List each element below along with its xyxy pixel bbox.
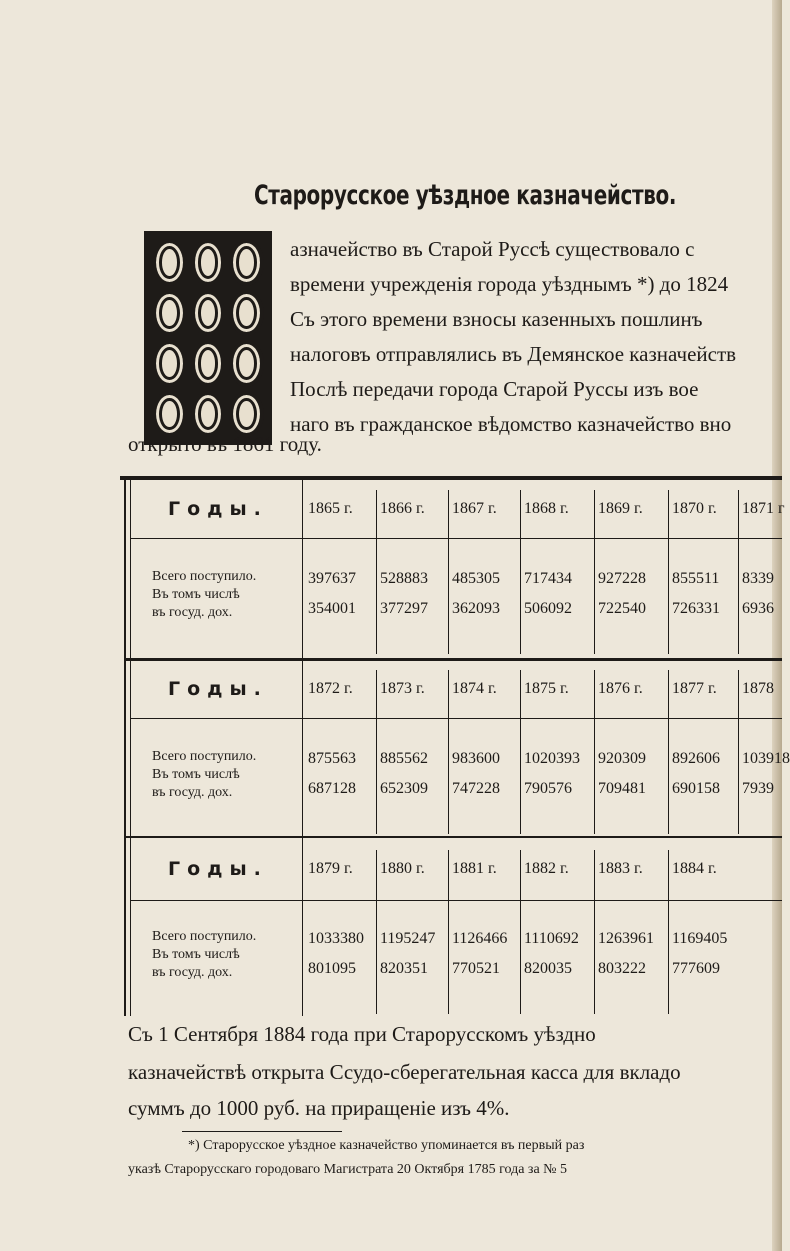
row-label: Въ томъ числѣ [152,587,240,602]
intro-line: налоговъ отправлялись въ Демянское казначейств [290,342,737,366]
closing-line: Съ 1 Сентября 1884 года при Старорусскомъ уѣздно [128,1022,596,1046]
column-rule [594,670,595,834]
ornament [152,340,187,387]
row-label: Всего поступило. [152,929,257,944]
state-income-cell: 377297 [380,600,428,617]
year-cell: 1871 г [742,500,785,517]
state-income-cell: 777609 [672,960,720,977]
year-cell: 1872 г. [308,680,353,697]
year-cell: 1873 г. [380,680,425,697]
footnote-line: указѣ Старорусскаго городоваго Магистрата 20 Октября 1785 года за № 5 [128,1162,568,1177]
row-label-group [152,928,256,982]
state-income-cell: 820351 [380,960,428,977]
ornament [152,290,187,337]
column-rule [520,670,521,834]
intro-line: времени учрежденія города уѣзднымъ *) до 1824 [290,272,729,296]
column-rule [738,670,739,834]
footnote-line: *) Старорусское уѣздное казначейство упоминается въ первый раз [188,1138,585,1153]
state-income-cell: 652309 [380,780,428,797]
column-rule [520,850,521,1014]
years-header-label: Годы. [168,678,268,700]
column-rule [520,490,521,654]
total-cell: 983600 [452,750,500,767]
ornament [229,340,264,387]
ornament [152,391,187,438]
year-cell: 1874 г. [452,680,497,697]
column-rule [376,850,377,1014]
ornament [152,239,187,286]
row-label: въ госуд. дох. [152,965,233,980]
ornament [191,340,226,387]
total-cell: 920309 [598,750,646,767]
intro-last-line: открыто въ 1861 году. [128,432,322,456]
total-cell: 485305 [452,570,500,587]
total-cell: 1110692 [524,930,579,947]
year-cell: 1884 г. [672,860,717,877]
state-income-cell: 790576 [524,780,572,797]
ornament [191,391,226,438]
total-cell: 397637 [308,570,356,587]
row-label: Въ томъ числѣ [152,947,240,962]
ornament [191,239,226,286]
intro-line: Послѣ передачи города Старой Руссы изъ вое [290,377,699,401]
year-cell: 1878 [742,680,774,697]
block-divider [124,836,782,838]
state-income-cell: 820035 [524,960,572,977]
column-rule [376,490,377,654]
column-rule [448,670,449,834]
state-income-cell: 801095 [308,960,356,977]
total-cell: 103918 [742,750,790,767]
column-rule [668,850,669,1014]
year-cell: 1880 г. [380,860,425,877]
column-rule [668,670,669,834]
total-cell: 1020393 [524,750,580,767]
ornament [229,239,264,286]
year-cell: 1865 г. [308,500,353,517]
total-cell: 717434 [524,570,572,587]
column-rule [594,850,595,1014]
year-cell: 1867 г. [452,500,497,517]
table-left-rule [124,476,126,1016]
column-rule [448,490,449,654]
closing-line: суммъ до 1000 руб. на приращеніе изъ 4%. [128,1096,510,1120]
total-cell: 1126466 [452,930,508,947]
row-label: Всего поступило. [152,749,257,764]
state-income-cell: 747228 [452,780,500,797]
year-cell: 1868 г. [524,500,569,517]
total-cell: 1033380 [308,930,364,947]
intro-paragraph [290,232,774,442]
year-cell: 1879 г. [308,860,353,877]
intro-line: Съ этого времени взносы казенныхъ пошлинъ [290,307,703,331]
state-income-cell: 770521 [452,960,500,977]
column-rule [376,670,377,834]
total-cell: 1263961 [598,930,654,947]
row-label: въ госуд. дох. [152,605,233,620]
header-divider [130,900,782,901]
total-cell: 1169405 [672,930,728,947]
total-cell: 1195247 [380,930,436,947]
label-column-rule [302,480,303,1016]
state-income-cell: 354001 [308,600,356,617]
decorated-initial-k [144,231,272,445]
year-cell: 1882 г. [524,860,569,877]
ornament [229,290,264,337]
state-income-cell: 7939 [742,780,774,797]
total-cell: 528883 [380,570,428,587]
total-cell: 927228 [598,570,646,587]
state-income-cell: 709481 [598,780,646,797]
column-rule [594,490,595,654]
footnote-rule [182,1131,342,1132]
ornament [229,391,264,438]
year-cell: 1866 г. [380,500,425,517]
total-cell: 8339 [742,570,774,587]
page-title: Старорусское уѣздное казначейство. [254,180,677,211]
row-label: Въ томъ числѣ [152,767,240,782]
table-top-rule [120,476,782,480]
state-income-cell: 687128 [308,780,356,797]
year-cell: 1869 г. [598,500,643,517]
year-cell: 1877 г. [672,680,717,697]
year-cell: 1883 г. [598,860,643,877]
total-cell: 892606 [672,750,720,767]
intro-line: наго въ гражданское вѣдомство казначейство вно [290,412,732,436]
table-left-rule-inner [130,476,131,1016]
years-header-label: Годы. [168,858,268,880]
total-cell: 885562 [380,750,428,767]
row-label: Всего поступило. [152,569,257,584]
column-rule [448,850,449,1014]
ornament [191,290,226,337]
year-cell: 1870 г. [672,500,717,517]
header-divider [130,538,782,539]
year-cell: 1876 г. [598,680,643,697]
row-label-group [152,568,256,622]
block-divider [124,658,782,661]
years-header-label: Годы. [168,498,268,520]
header-divider [130,718,782,719]
state-income-cell: 803222 [598,960,646,977]
state-income-cell: 506092 [524,600,572,617]
total-cell: 855511 [672,570,720,587]
state-income-cell: 6936 [742,600,774,617]
year-cell: 1875 г. [524,680,569,697]
state-income-cell: 362093 [452,600,500,617]
column-rule [738,490,739,654]
column-rule [668,490,669,654]
total-cell: 875563 [308,750,356,767]
closing-line: казначействѣ открыта Ссудо-сберегательная касса для вкладо [128,1060,681,1084]
state-income-cell: 690158 [672,780,720,797]
year-cell: 1881 г. [452,860,497,877]
row-label-group [152,748,256,802]
state-income-cell: 726331 [672,600,720,617]
state-income-cell: 722540 [598,600,646,617]
row-label: въ госуд. дох. [152,785,233,800]
intro-line: азначейство въ Старой Руссѣ существовало с [290,237,695,261]
